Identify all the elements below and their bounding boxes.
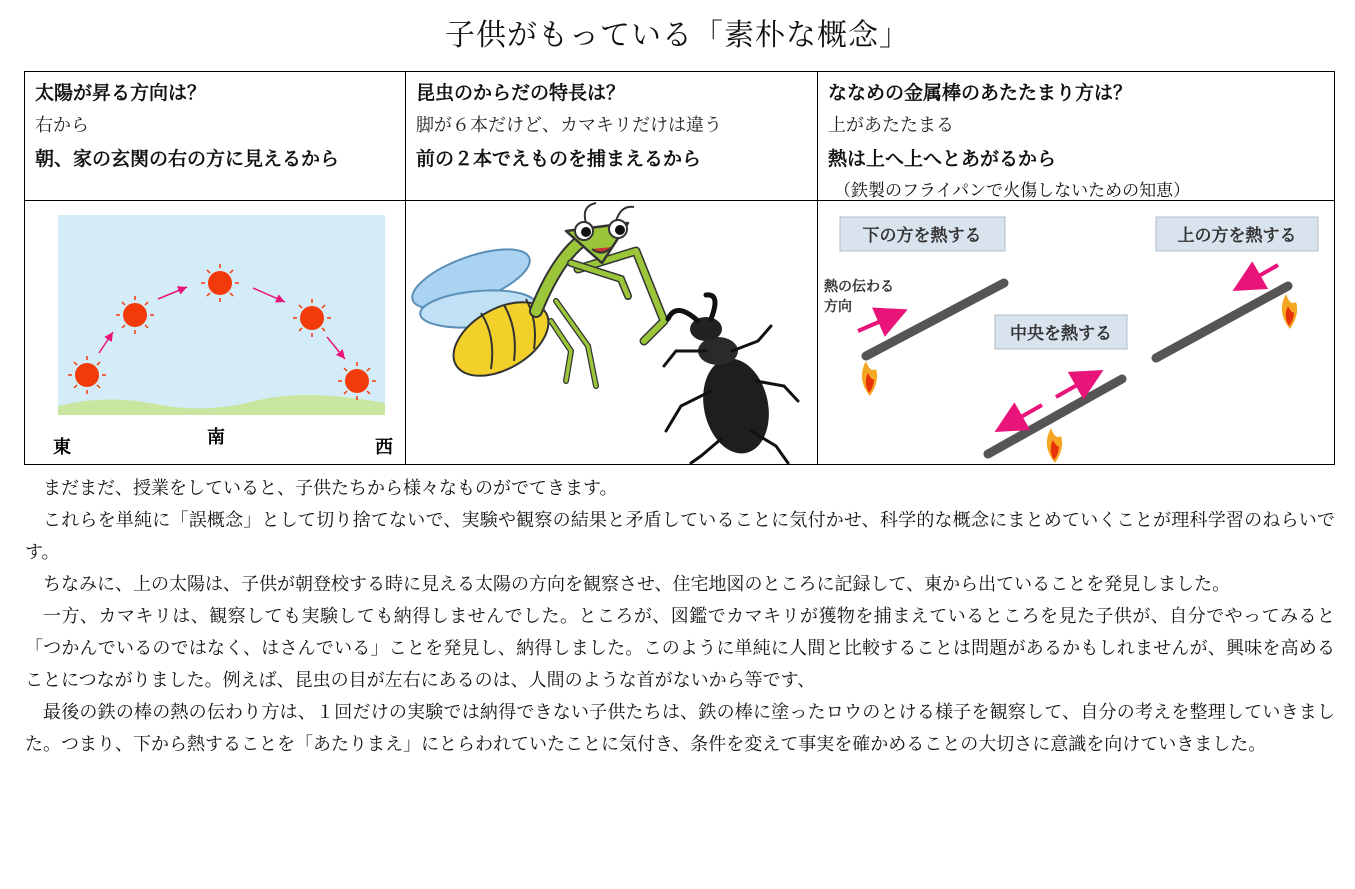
- cell-rod-figure: [818, 201, 1335, 465]
- cell-sun-text: [25, 72, 406, 201]
- rod-note: （鉄製のフライパンで火傷しないための知恵）: [834, 181, 1191, 201]
- direction-label-line1: 熱の伝わる: [824, 279, 894, 295]
- rod-answer: 上があたたまる: [828, 115, 954, 136]
- image-row: [25, 201, 1335, 465]
- cell-insect-figure: [406, 201, 818, 465]
- rod-heating-figure: [818, 201, 1335, 464]
- flame-icon: [1047, 428, 1062, 463]
- text-row: [25, 72, 1335, 201]
- direction-label-line2: 方向: [824, 299, 852, 315]
- rod-question: ななめの金属棒のあたたまり方は？: [828, 82, 1133, 104]
- svg-text:下の方を熱する: 下の方を熱する: [862, 226, 982, 246]
- paragraph: 最後の鉄の棒の熱の伝わり方は、１回だけの実験では納得できない子供たちは、鉄の棒に塗ったロウのとける様子を観察して、自分の考えを整理していきました。つまり、下から熱することを「あたりまえ」にとらわれていたことに気付き、条件を変えて事実を確かめることの大切さに意識を向けていきました。: [25, 702, 1335, 755]
- svg-text:上の方を熱する: 上の方を熱する: [1177, 226, 1297, 246]
- east-label: 東: [53, 437, 71, 458]
- page-title: 子供がもっている「素朴な概念」: [445, 18, 910, 53]
- label-middle-heat: [995, 315, 1127, 349]
- cell-sun-figure: [25, 201, 406, 465]
- sun-answer: 右から: [35, 115, 89, 136]
- body-text: [25, 473, 1335, 761]
- rod-top-heat: [1156, 286, 1288, 358]
- insect-answer: 脚が６本だけど、カマキリだけは違う: [416, 115, 722, 136]
- sun-question: 太陽が昇る方向は？: [35, 82, 207, 104]
- rod-reason: 熱は上へ上へとあがるから: [828, 148, 1057, 170]
- label-bottom-heat: [840, 217, 1005, 251]
- paragraph: 一方、カマキリは、観察しても実験しても納得しませんでした。ところが、図鑑でカマキリが獲物を捕まえているところを見た子供が、自分でやってみると「つかんでいるのではなく、はさんでいる」ことを発見し、納得しました。このように単純に人間と比較することは問題があるかもしれませんが、興味を高めることにつながりました。例えば、昆虫の目が左右にあるのは、人間のような首がないから等です、: [25, 606, 1335, 691]
- mantis-icon: [406, 203, 664, 391]
- insect-figure: [406, 201, 818, 464]
- west-label: 西: [375, 437, 393, 458]
- cell-insect-text: [406, 72, 818, 201]
- flame-icon: [1282, 294, 1297, 329]
- paragraph: まだまだ、授業をしていると、子供たちから様々なものがでてきます。: [43, 478, 618, 499]
- sky-background: [58, 215, 385, 415]
- insect-question: 昆虫のからだの特長は？: [416, 82, 626, 104]
- stag-beetle-icon: [664, 295, 798, 463]
- insect-reason: 前の２本でえものを捕まえるから: [416, 148, 702, 170]
- concept-table: [24, 71, 1335, 465]
- sun-path-figure: [25, 201, 406, 464]
- paragraph: これらを単純に「誤概念」として切り捨てないで、実験や観察の結果と矛盾していることに気付かせ、科学的な概念にまとめていくことが理科学習のねらいです。: [25, 510, 1335, 563]
- paragraph: ちなみに、上の太陽は、子供が朝登校する時に見える太陽の方向を観察させ、住宅地図のところに記録して、東から出ていることを発見しました。: [43, 574, 1231, 595]
- flame-icon: [862, 361, 877, 396]
- cell-rod-text: [818, 72, 1335, 201]
- south-label: 南: [207, 427, 225, 448]
- svg-text:中央を熱する: 中央を熱する: [1010, 324, 1112, 344]
- label-top-heat: [1156, 217, 1318, 251]
- sun-reason: 朝、家の玄関の右の方に見えるから: [35, 148, 340, 170]
